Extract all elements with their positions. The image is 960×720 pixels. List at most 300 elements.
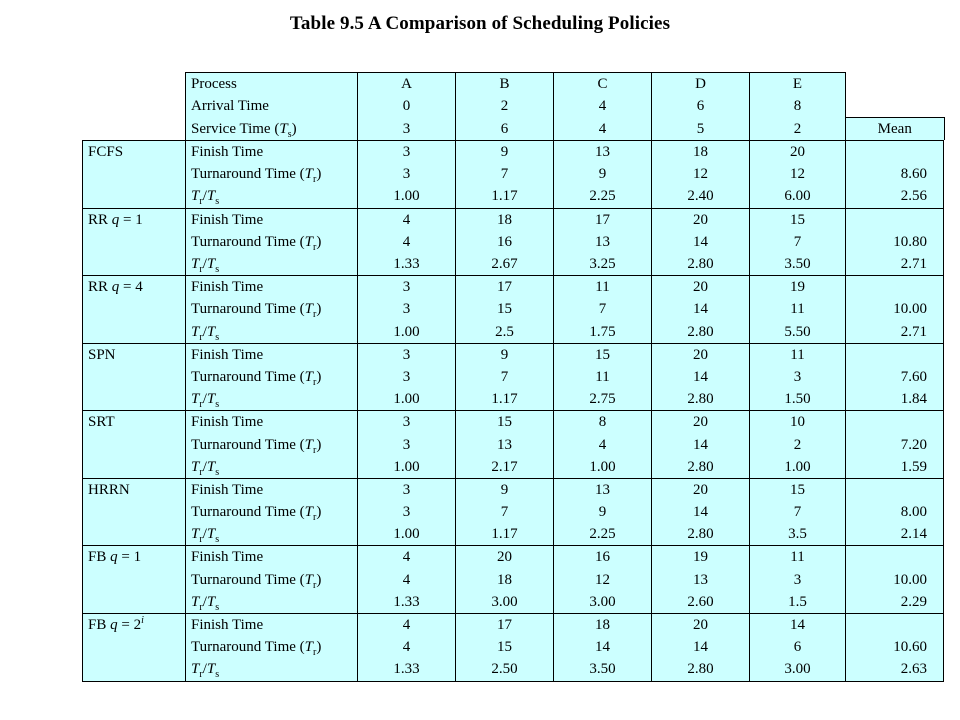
values-process-a bbox=[358, 343, 456, 411]
turnaround-value: 12 bbox=[693, 166, 708, 183]
values-process-a bbox=[358, 208, 456, 276]
turnaround-symbol: T bbox=[304, 436, 313, 453]
policy-name-text: FCFS bbox=[88, 144, 124, 161]
turnaround-close: ) bbox=[316, 571, 322, 588]
turnaround-value: 9 bbox=[598, 504, 607, 521]
turnaround-value: 7 bbox=[500, 166, 509, 183]
mean-blank bbox=[846, 344, 927, 366]
mean-turnaround-value: 7.20 bbox=[900, 436, 927, 453]
finish-time-label: Finish Time bbox=[191, 414, 264, 431]
values-process-b bbox=[456, 614, 554, 682]
turnaround-close: ) bbox=[316, 436, 322, 453]
policy-name-text: RR bbox=[88, 211, 112, 228]
process-name: B bbox=[499, 76, 510, 93]
ratio-value: 1.00 bbox=[393, 526, 420, 543]
turnaround-value: 3 bbox=[402, 301, 411, 318]
ratio-value: 6.00 bbox=[784, 188, 811, 205]
header-row bbox=[83, 73, 944, 141]
policy-name-cell bbox=[83, 208, 186, 276]
finish-time-value: 4 bbox=[402, 549, 411, 566]
ratio-slash: / bbox=[202, 323, 207, 340]
process-column-a bbox=[358, 73, 456, 141]
mean-blank bbox=[846, 141, 927, 163]
ratio-value: 1.50 bbox=[784, 391, 811, 408]
values-process-e bbox=[750, 478, 846, 546]
finish-time-value: 3 bbox=[402, 346, 411, 363]
ratio-subscript-1: r bbox=[199, 534, 203, 546]
quantum-value: = 1 bbox=[119, 211, 143, 228]
ratio-value: 1.17 bbox=[491, 188, 518, 205]
mean-turnaround-value: 8.00 bbox=[900, 504, 927, 521]
mean-blank bbox=[846, 276, 927, 298]
turnaround-subscript: r bbox=[312, 376, 317, 388]
turnaround-value: 14 bbox=[595, 639, 610, 656]
ratio-value: 2.80 bbox=[687, 323, 714, 340]
finish-time-value: 20 bbox=[693, 211, 708, 228]
ratio-subscript-2: s bbox=[215, 399, 220, 411]
mean-values-cell bbox=[846, 411, 944, 479]
ratio-label bbox=[191, 185, 357, 207]
values-process-b bbox=[456, 546, 554, 614]
ratio-symbol-2: T bbox=[206, 188, 216, 205]
policy-name bbox=[88, 479, 185, 501]
mean-turnaround-value: 10.00 bbox=[893, 301, 927, 318]
finish-time-value: 20 bbox=[790, 144, 805, 161]
mean-blank bbox=[846, 614, 927, 636]
ratio-subscript-2: s bbox=[215, 601, 220, 613]
turnaround-value: 9 bbox=[598, 166, 607, 183]
policy-row bbox=[83, 343, 944, 411]
turnaround-value: 3 bbox=[793, 571, 802, 588]
ratio-value: 2.80 bbox=[687, 526, 714, 543]
turnaround-text: Turnaround Time ( bbox=[191, 571, 305, 588]
ratio-subscript-2: s bbox=[215, 466, 220, 478]
finish-time-value: 4 bbox=[402, 617, 411, 633]
turnaround-value: 4 bbox=[402, 571, 411, 588]
ratio-value: 1.17 bbox=[491, 391, 518, 408]
process-name: C bbox=[597, 76, 608, 93]
mean-turnaround-value: 7.60 bbox=[900, 368, 927, 385]
mean-ratio-value: 2.56 bbox=[900, 188, 927, 205]
mean-ratio-value: 1.59 bbox=[900, 458, 927, 475]
policy-name bbox=[88, 344, 185, 366]
values-process-d bbox=[652, 478, 750, 546]
finish-time-value: 11 bbox=[595, 279, 610, 296]
ratio-symbol-2: T bbox=[206, 458, 216, 475]
turnaround-value: 13 bbox=[693, 571, 708, 588]
ratio-subscript-2: s bbox=[215, 669, 220, 681]
values-process-b bbox=[456, 208, 554, 276]
values-process-a bbox=[358, 478, 456, 546]
mean-turnaround-value: 10.80 bbox=[893, 233, 927, 250]
turnaround-close: ) bbox=[316, 233, 322, 250]
ratio-slash: / bbox=[202, 526, 207, 543]
turnaround-subscript: r bbox=[312, 647, 317, 659]
ratio-subscript-2: s bbox=[215, 331, 220, 343]
values-process-e bbox=[750, 546, 846, 614]
turnaround-text: Turnaround Time ( bbox=[191, 639, 305, 656]
policy-row bbox=[83, 411, 944, 479]
turnaround-value: 14 bbox=[693, 301, 708, 318]
ratio-symbol-2: T bbox=[206, 661, 216, 678]
policy-name-cell bbox=[83, 343, 186, 411]
ratio-value: 2.5 bbox=[495, 323, 514, 340]
ratio-value: 2.50 bbox=[491, 661, 518, 678]
finish-time-value: 20 bbox=[693, 617, 708, 633]
finish-time-value: 9 bbox=[500, 481, 509, 498]
policy-row bbox=[83, 208, 944, 276]
finish-time-label: Finish Time bbox=[191, 211, 264, 228]
ratio-value: 2.80 bbox=[687, 256, 714, 272]
finish-time-value: 3 bbox=[402, 144, 411, 161]
values-process-c bbox=[554, 614, 652, 682]
turnaround-value: 18 bbox=[497, 571, 512, 588]
metric-labels-cell bbox=[186, 411, 358, 479]
ratio-label bbox=[191, 591, 357, 613]
mean-blank bbox=[846, 479, 927, 501]
turnaround-value: 14 bbox=[693, 639, 708, 656]
header-labels bbox=[186, 73, 358, 141]
finish-time-value: 8 bbox=[598, 414, 607, 431]
policy-name bbox=[88, 276, 185, 298]
values-process-d bbox=[652, 614, 750, 682]
mean-values-cell bbox=[846, 141, 944, 209]
mean-values-cell bbox=[846, 546, 944, 614]
finish-time-label: Finish Time bbox=[191, 481, 264, 498]
arrival-time: 8 bbox=[793, 98, 802, 115]
values-process-d bbox=[652, 208, 750, 276]
turnaround-text: Turnaround Time ( bbox=[191, 504, 305, 521]
turnaround-symbol: T bbox=[304, 301, 313, 318]
blank-top bbox=[846, 73, 944, 95]
ratio-value: 5.50 bbox=[784, 323, 811, 340]
turnaround-label bbox=[191, 569, 357, 591]
mean-values-cell bbox=[846, 276, 944, 344]
turnaround-value: 4 bbox=[402, 233, 411, 250]
finish-time-value: 3 bbox=[402, 279, 411, 296]
table-title: Table 9.5 A Comparison of Scheduling Policies bbox=[289, 13, 671, 34]
finish-time-value: 15 bbox=[790, 211, 805, 228]
arrival-label: Arrival Time bbox=[191, 98, 269, 115]
service-time: 6 bbox=[500, 120, 509, 137]
ratio-symbol-1: T bbox=[191, 323, 200, 340]
turnaround-value: 15 bbox=[497, 639, 512, 656]
finish-time-value: 17 bbox=[497, 279, 512, 296]
process-column-c bbox=[554, 73, 652, 141]
finish-time-value: 3 bbox=[402, 481, 411, 498]
values-process-a bbox=[358, 276, 456, 344]
turnaround-subscript: r bbox=[312, 309, 317, 321]
finish-time-label: Finish Time bbox=[191, 279, 264, 296]
ratio-slash: / bbox=[202, 391, 207, 408]
turnaround-label bbox=[191, 366, 357, 388]
ratio-value: 1.00 bbox=[393, 458, 420, 475]
finish-time-value: 14 bbox=[790, 617, 805, 633]
values-process-e bbox=[750, 614, 846, 682]
turnaround-close: ) bbox=[316, 504, 322, 521]
turnaround-label bbox=[191, 231, 357, 253]
ratio-subscript-1: r bbox=[199, 466, 203, 478]
ratio-subscript-1: r bbox=[199, 331, 203, 343]
values-process-c bbox=[554, 141, 652, 209]
values-process-e bbox=[750, 276, 846, 344]
ratio-subscript-2: s bbox=[215, 196, 220, 208]
turnaround-subscript: r bbox=[312, 174, 317, 186]
turnaround-value: 3 bbox=[402, 504, 411, 521]
mean-values-cell bbox=[846, 614, 944, 682]
turnaround-value: 11 bbox=[595, 368, 610, 385]
ratio-value: 2.75 bbox=[589, 391, 616, 408]
turnaround-text: Turnaround Time ( bbox=[191, 301, 305, 318]
ratio-slash: / bbox=[202, 188, 207, 205]
turnaround-label bbox=[191, 636, 357, 658]
ratio-subscript-2: s bbox=[215, 534, 220, 546]
ratio-value: 2.25 bbox=[589, 526, 616, 543]
ratio-value: 3.00 bbox=[589, 593, 616, 610]
turnaround-close: ) bbox=[316, 368, 322, 385]
values-process-b bbox=[456, 478, 554, 546]
metric-labels-cell bbox=[186, 141, 358, 209]
turnaround-value: 7 bbox=[793, 504, 802, 521]
ratio-value: 1.17 bbox=[491, 526, 518, 543]
ratio-subscript-1: r bbox=[199, 264, 203, 275]
ratio-value: 2.67 bbox=[491, 256, 518, 272]
ratio-value: 1.75 bbox=[589, 323, 616, 340]
process-column-d bbox=[652, 73, 750, 141]
ratio-subscript-1: r bbox=[199, 669, 203, 681]
finish-time-value: 13 bbox=[595, 481, 610, 498]
service-time: 5 bbox=[696, 120, 705, 137]
values-process-d bbox=[652, 141, 750, 209]
values-process-c bbox=[554, 208, 652, 276]
metric-labels-cell bbox=[186, 546, 358, 614]
quantum-symbol: q bbox=[111, 279, 120, 296]
turnaround-value: 7 bbox=[500, 504, 509, 521]
turnaround-symbol: T bbox=[304, 233, 313, 250]
finish-time-value: 3 bbox=[402, 414, 411, 431]
finish-time-value: 15 bbox=[595, 346, 610, 363]
policy-name-text: HRRN bbox=[88, 481, 130, 498]
values-process-e bbox=[750, 141, 846, 209]
turnaround-value: 12 bbox=[595, 571, 610, 588]
values-process-d bbox=[652, 343, 750, 411]
finish-time-value: 16 bbox=[595, 549, 610, 566]
policy-name-text: SPN bbox=[88, 346, 116, 363]
turnaround-value: 11 bbox=[790, 301, 805, 318]
ratio-value: 3.00 bbox=[784, 661, 811, 678]
service-time: 3 bbox=[402, 120, 411, 137]
turnaround-value: 3 bbox=[402, 436, 411, 453]
turnaround-close: ) bbox=[316, 639, 322, 656]
mean-ratio-value: 1.84 bbox=[900, 391, 927, 408]
values-process-c bbox=[554, 343, 652, 411]
mean-turnaround-value: 10.60 bbox=[893, 639, 927, 656]
quantum-symbol: q bbox=[111, 211, 120, 228]
ratio-symbol-1: T bbox=[191, 526, 200, 543]
turnaround-value: 15 bbox=[497, 301, 512, 318]
policy-name-cell bbox=[83, 614, 186, 682]
values-process-d bbox=[652, 546, 750, 614]
ratio-symbol-1: T bbox=[191, 256, 200, 272]
turnaround-value: 3 bbox=[793, 368, 802, 385]
turnaround-symbol: T bbox=[304, 639, 313, 656]
ratio-value: 2.25 bbox=[589, 188, 616, 205]
finish-time-value: 19 bbox=[790, 279, 805, 296]
turnaround-text: Turnaround Time ( bbox=[191, 368, 305, 385]
ratio-label bbox=[191, 388, 357, 410]
values-process-b bbox=[456, 141, 554, 209]
policy-name-cell bbox=[83, 411, 186, 479]
ratio-symbol-1: T bbox=[191, 593, 200, 610]
service-symbol: T bbox=[279, 120, 288, 137]
finish-time-label: Finish Time bbox=[191, 346, 264, 363]
ratio-value: 1.33 bbox=[393, 661, 420, 678]
finish-time-value: 20 bbox=[497, 549, 512, 566]
policy-name-cell bbox=[83, 276, 186, 344]
service-time: 2 bbox=[793, 120, 802, 137]
ratio-value: 1.33 bbox=[393, 593, 420, 610]
ratio-symbol-1: T bbox=[191, 458, 200, 475]
turnaround-value: 7 bbox=[598, 301, 607, 318]
policy-name-text: FB bbox=[88, 549, 111, 566]
mean-blank bbox=[846, 209, 927, 231]
ratio-value: 2.60 bbox=[687, 593, 714, 610]
ratio-value: 3.50 bbox=[589, 661, 616, 678]
mean-label: Mean bbox=[845, 117, 945, 140]
blank-corner bbox=[83, 73, 186, 141]
blank-mid bbox=[846, 95, 944, 117]
turnaround-subscript: r bbox=[312, 241, 317, 253]
finish-time-value: 19 bbox=[693, 549, 708, 566]
policy-name-text: FB bbox=[88, 617, 111, 633]
arrival-time: 6 bbox=[696, 98, 705, 115]
values-process-c bbox=[554, 411, 652, 479]
finish-time-value: 15 bbox=[790, 481, 805, 498]
mean-blank bbox=[846, 411, 927, 433]
ratio-symbol-1: T bbox=[191, 391, 200, 408]
finish-time-value: 9 bbox=[500, 346, 509, 363]
process-name: E bbox=[792, 76, 803, 93]
policy-row bbox=[83, 141, 944, 209]
values-process-c bbox=[554, 478, 652, 546]
policy-name-cell bbox=[83, 478, 186, 546]
service-label-text: Service Time ( bbox=[191, 120, 280, 137]
turnaround-subscript: r bbox=[312, 444, 317, 456]
ratio-subscript-1: r bbox=[199, 601, 203, 613]
policy-row bbox=[83, 478, 944, 546]
ratio-value: 1.00 bbox=[589, 458, 616, 475]
process-column-e bbox=[750, 73, 846, 141]
ratio-symbol-1: T bbox=[191, 661, 200, 678]
finish-time-value: 13 bbox=[595, 144, 610, 161]
policy-name-cell bbox=[83, 546, 186, 614]
service-label-close: ) bbox=[291, 120, 297, 137]
ratio-value: 2.80 bbox=[687, 661, 714, 678]
values-process-a bbox=[358, 546, 456, 614]
turnaround-symbol: T bbox=[304, 166, 313, 183]
ratio-symbol-2: T bbox=[206, 526, 216, 543]
values-process-d bbox=[652, 411, 750, 479]
ratio-value: 2.17 bbox=[491, 458, 518, 475]
turnaround-text: Turnaround Time ( bbox=[191, 166, 305, 183]
ratio-value: 3.5 bbox=[788, 526, 807, 543]
ratio-subscript-2: s bbox=[215, 264, 220, 275]
ratio-slash: / bbox=[202, 661, 207, 678]
metric-labels-cell bbox=[186, 614, 358, 682]
finish-time-value: 10 bbox=[790, 414, 805, 431]
ratio-symbol-1: T bbox=[191, 188, 200, 205]
mean-ratio-value: 2.14 bbox=[900, 526, 927, 543]
turnaround-text: Turnaround Time ( bbox=[191, 233, 305, 250]
turnaround-symbol: T bbox=[304, 571, 313, 588]
turnaround-close: ) bbox=[316, 166, 322, 183]
metric-labels-cell bbox=[186, 343, 358, 411]
mean-values-cell bbox=[846, 478, 944, 546]
finish-time-value: 18 bbox=[497, 211, 512, 228]
turnaround-label bbox=[191, 163, 357, 185]
mean-ratio-value: 2.29 bbox=[900, 593, 927, 610]
ratio-symbol-2: T bbox=[206, 323, 216, 340]
finish-time-value: 9 bbox=[500, 144, 509, 161]
quantum-exponent: i bbox=[141, 615, 144, 626]
ratio-slash: / bbox=[202, 593, 207, 610]
process-name: A bbox=[401, 76, 412, 93]
policy-name bbox=[88, 209, 185, 231]
quantum-symbol: q bbox=[110, 549, 118, 566]
metric-labels-cell bbox=[186, 478, 358, 546]
ratio-label bbox=[191, 321, 357, 343]
policy-row bbox=[83, 614, 944, 682]
mean-values-cell bbox=[846, 208, 944, 276]
mean-ratio-value: 2.71 bbox=[900, 323, 927, 340]
finish-time-value: 15 bbox=[497, 414, 512, 431]
turnaround-symbol: T bbox=[304, 368, 313, 385]
policy-name bbox=[88, 546, 185, 568]
policy-name bbox=[88, 141, 185, 163]
turnaround-label bbox=[191, 434, 357, 456]
finish-time-label: Finish Time bbox=[191, 549, 264, 566]
service-subscript: s bbox=[287, 128, 292, 140]
values-process-d bbox=[652, 276, 750, 344]
turnaround-value: 4 bbox=[598, 436, 607, 453]
ratio-value: 1.00 bbox=[393, 323, 420, 340]
metric-labels-cell bbox=[186, 276, 358, 344]
scheduling-policies-table bbox=[82, 72, 944, 682]
values-process-b bbox=[456, 343, 554, 411]
process-name: D bbox=[695, 76, 706, 93]
turnaround-subscript: r bbox=[312, 579, 317, 591]
mean-values-cell bbox=[846, 343, 944, 411]
arrival-time: 4 bbox=[598, 98, 607, 115]
metric-labels-cell bbox=[186, 208, 358, 276]
mean-header-cell bbox=[846, 73, 944, 141]
finish-time-value: 20 bbox=[693, 346, 708, 363]
values-process-b bbox=[456, 411, 554, 479]
values-process-a bbox=[358, 411, 456, 479]
policy-name bbox=[88, 411, 185, 433]
turnaround-value: 16 bbox=[497, 233, 512, 250]
values-process-c bbox=[554, 276, 652, 344]
ratio-symbol-2: T bbox=[206, 256, 216, 272]
turnaround-close: ) bbox=[316, 301, 322, 318]
policy-name-text: SRT bbox=[88, 414, 115, 431]
turnaround-value: 13 bbox=[497, 436, 512, 453]
mean-turnaround-value: 10.00 bbox=[893, 571, 927, 588]
ratio-value: 1.00 bbox=[784, 458, 811, 475]
policy-name bbox=[88, 614, 185, 636]
ratio-value: 2.80 bbox=[687, 458, 714, 475]
finish-time-value: 18 bbox=[693, 144, 708, 161]
